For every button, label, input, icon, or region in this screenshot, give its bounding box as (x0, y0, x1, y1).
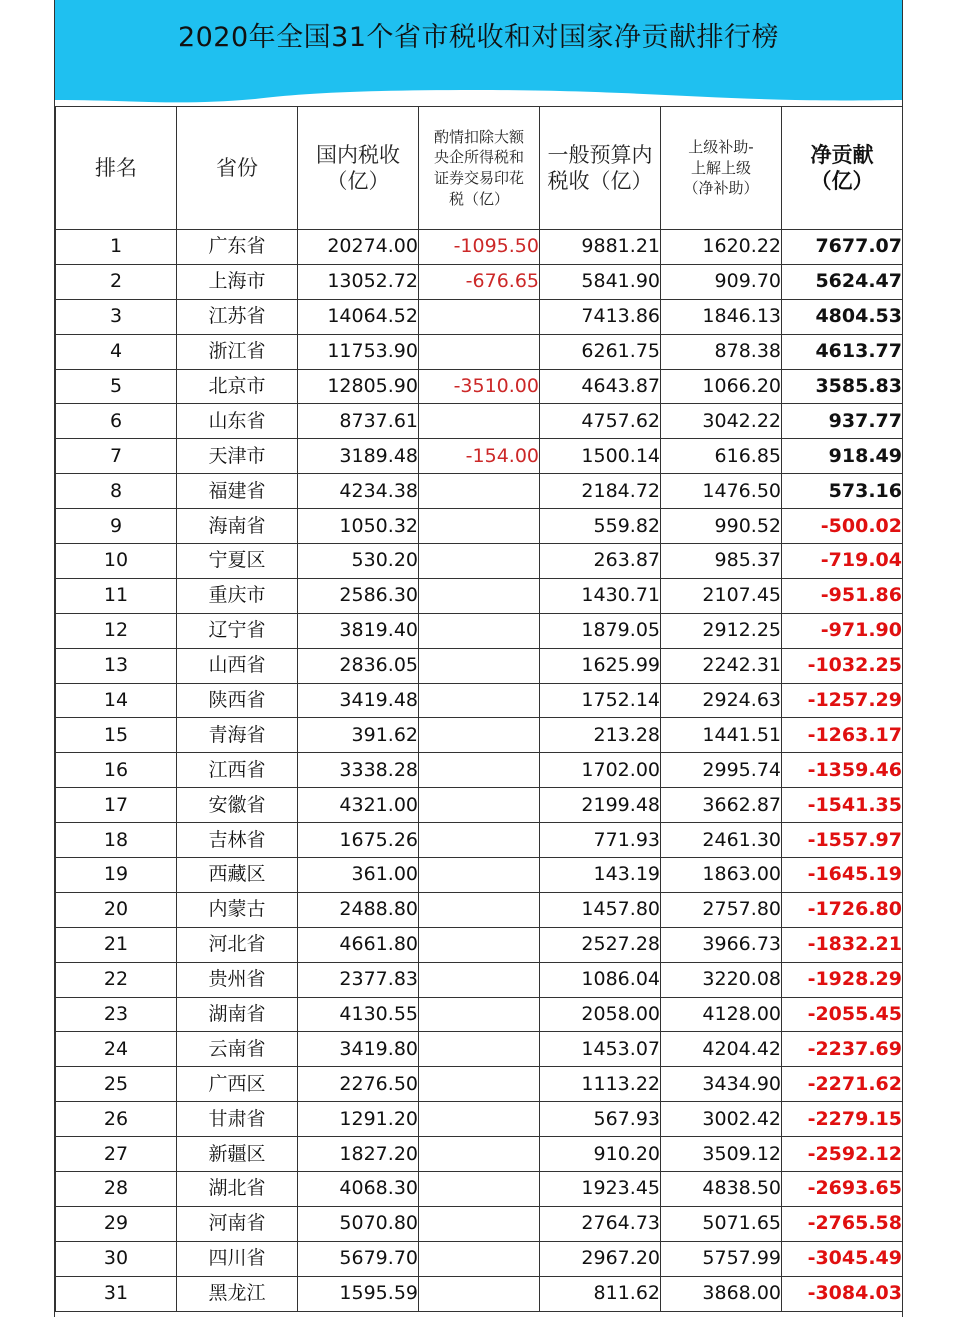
rank-cell: 29 (56, 1206, 177, 1241)
net-contribution-cell: -2271.62 (782, 1067, 903, 1102)
net-contribution-cell: -971.90 (782, 613, 903, 648)
domestic-tax-cell: 12805.90 (298, 369, 419, 404)
ranking-table (55, 106, 903, 1312)
province-cell: 湖北省 (177, 1172, 298, 1207)
net-contribution-cell: -2055.45 (782, 997, 903, 1032)
rank-cell: 30 (56, 1241, 177, 1276)
province-cell: 江苏省 (177, 299, 298, 334)
deduction-cell (419, 1172, 540, 1207)
budget-tax-cell: 1453.07 (540, 1032, 661, 1067)
domestic-tax-cell: 1827.20 (298, 1137, 419, 1172)
deduction-cell (419, 892, 540, 927)
domestic-tax-cell: 2586.30 (298, 578, 419, 613)
domestic-tax-cell: 13052.72 (298, 264, 419, 299)
subsidy-cell: 1476.50 (661, 474, 782, 509)
domestic-tax-cell: 1050.32 (298, 509, 419, 544)
domestic-tax-cell: 1675.26 (298, 823, 419, 858)
province-cell: 辽宁省 (177, 613, 298, 648)
budget-tax-cell: 2199.48 (540, 788, 661, 823)
deduction-cell (419, 823, 540, 858)
domestic-tax-cell: 8737.61 (298, 404, 419, 439)
province-cell: 重庆市 (177, 578, 298, 613)
header-province: 省份 (177, 107, 298, 230)
deduction-cell (419, 1241, 540, 1276)
rank-cell: 14 (56, 683, 177, 718)
province-cell: 北京市 (177, 369, 298, 404)
deduction-cell (419, 544, 540, 579)
budget-tax-cell: 4643.87 (540, 369, 661, 404)
province-cell: 内蒙古 (177, 892, 298, 927)
subsidy-cell: 3220.08 (661, 962, 782, 997)
net-contribution-cell: -2592.12 (782, 1137, 903, 1172)
subsidy-cell: 2461.30 (661, 823, 782, 858)
deduction-cell (419, 334, 540, 369)
rank-cell: 21 (56, 927, 177, 962)
deduction-cell (419, 718, 540, 753)
table-row (56, 369, 903, 404)
deduction-cell (419, 927, 540, 962)
rank-cell: 13 (56, 648, 177, 683)
net-contribution-cell: -2693.65 (782, 1172, 903, 1207)
net-contribution-cell: -500.02 (782, 509, 903, 544)
province-cell: 陕西省 (177, 683, 298, 718)
rank-cell: 1 (56, 230, 177, 265)
header-domestic-tax: 国内税收 （亿） (298, 107, 419, 230)
table-row (56, 613, 903, 648)
table-row (56, 648, 903, 683)
budget-tax-cell: 143.19 (540, 858, 661, 893)
header-net-contribution: 净贡献 （亿） (782, 107, 903, 230)
net-contribution-cell: -1257.29 (782, 683, 903, 718)
deduction-cell: -676.65 (419, 264, 540, 299)
subsidy-cell: 1066.20 (661, 369, 782, 404)
subsidy-cell: 2107.45 (661, 578, 782, 613)
province-cell: 福建省 (177, 474, 298, 509)
budget-tax-cell: 811.62 (540, 1276, 661, 1311)
rank-cell: 19 (56, 858, 177, 893)
deduction-cell (419, 404, 540, 439)
province-cell: 江西省 (177, 753, 298, 788)
subsidy-cell: 909.70 (661, 264, 782, 299)
table-row (56, 1276, 903, 1311)
deduction-cell (419, 648, 540, 683)
net-contribution-cell: -3084.03 (782, 1276, 903, 1311)
net-contribution-cell: -1032.25 (782, 648, 903, 683)
table-row (56, 1032, 903, 1067)
rank-cell: 11 (56, 578, 177, 613)
subsidy-cell: 2924.63 (661, 683, 782, 718)
domestic-tax-cell: 1291.20 (298, 1102, 419, 1137)
table-row (56, 927, 903, 962)
budget-tax-cell: 567.93 (540, 1102, 661, 1137)
province-cell: 吉林省 (177, 823, 298, 858)
domestic-tax-cell: 530.20 (298, 544, 419, 579)
net-contribution-cell: -1263.17 (782, 718, 903, 753)
domestic-tax-cell: 3338.28 (298, 753, 419, 788)
net-contribution-cell: 573.16 (782, 474, 903, 509)
province-cell: 西藏区 (177, 858, 298, 893)
subsidy-cell: 878.38 (661, 334, 782, 369)
domestic-tax-cell: 361.00 (298, 858, 419, 893)
table-row (56, 264, 903, 299)
deduction-cell (419, 1276, 540, 1311)
province-cell: 四川省 (177, 1241, 298, 1276)
rank-cell: 7 (56, 439, 177, 474)
net-contribution-cell: -2237.69 (782, 1032, 903, 1067)
budget-tax-cell: 7413.86 (540, 299, 661, 334)
net-contribution-cell: -1726.80 (782, 892, 903, 927)
title-banner (55, 0, 902, 106)
net-contribution-cell: -1832.21 (782, 927, 903, 962)
table-row (56, 1067, 903, 1102)
budget-tax-cell: 1625.99 (540, 648, 661, 683)
subsidy-cell: 3434.90 (661, 1067, 782, 1102)
domestic-tax-cell: 2488.80 (298, 892, 419, 927)
province-cell: 青海省 (177, 718, 298, 753)
deduction-cell (419, 474, 540, 509)
budget-tax-cell: 213.28 (540, 718, 661, 753)
net-contribution-cell: -3045.49 (782, 1241, 903, 1276)
budget-tax-cell: 2527.28 (540, 927, 661, 962)
net-contribution-cell: -1359.46 (782, 753, 903, 788)
table-row (56, 474, 903, 509)
net-contribution-cell: -719.04 (782, 544, 903, 579)
domestic-tax-cell: 5679.70 (298, 1241, 419, 1276)
domestic-tax-cell: 4068.30 (298, 1172, 419, 1207)
deduction-cell (419, 578, 540, 613)
budget-tax-cell: 1457.80 (540, 892, 661, 927)
deduction-cell (419, 683, 540, 718)
header-budget-tax: 一般预算内 税收（亿） (540, 107, 661, 230)
domestic-tax-cell: 3419.80 (298, 1032, 419, 1067)
net-contribution-cell: 937.77 (782, 404, 903, 439)
deduction-cell (419, 1102, 540, 1137)
province-cell: 河北省 (177, 927, 298, 962)
net-contribution-cell: 4804.53 (782, 299, 903, 334)
rank-cell: 20 (56, 892, 177, 927)
rank-cell: 6 (56, 404, 177, 439)
subsidy-cell: 4838.50 (661, 1172, 782, 1207)
domestic-tax-cell: 391.62 (298, 718, 419, 753)
deduction-cell (419, 788, 540, 823)
deduction-cell (419, 1137, 540, 1172)
ranking-sheet (54, 0, 903, 1317)
province-cell: 广东省 (177, 230, 298, 265)
province-cell: 安徽省 (177, 788, 298, 823)
domestic-tax-cell: 2377.83 (298, 962, 419, 997)
rank-cell: 23 (56, 997, 177, 1032)
domestic-tax-cell: 3419.48 (298, 683, 419, 718)
table-row (56, 1172, 903, 1207)
table-row (56, 997, 903, 1032)
deduction-cell (419, 509, 540, 544)
deduction-cell (419, 613, 540, 648)
subsidy-cell: 3042.22 (661, 404, 782, 439)
province-cell: 上海市 (177, 264, 298, 299)
province-cell: 山东省 (177, 404, 298, 439)
province-cell: 天津市 (177, 439, 298, 474)
province-cell: 广西区 (177, 1067, 298, 1102)
subsidy-cell: 1441.51 (661, 718, 782, 753)
header-rank: 排名 (56, 107, 177, 230)
subsidy-cell: 5071.65 (661, 1206, 782, 1241)
province-cell: 贵州省 (177, 962, 298, 997)
table-row (56, 683, 903, 718)
budget-tax-cell: 263.87 (540, 544, 661, 579)
budget-tax-cell: 9881.21 (540, 230, 661, 265)
header-deduction: 酌情扣除大额 央企所得税和 证券交易印花 税（亿） (419, 107, 540, 230)
rank-cell: 24 (56, 1032, 177, 1067)
table-row (56, 544, 903, 579)
subsidy-cell: 990.52 (661, 509, 782, 544)
deduction-cell (419, 753, 540, 788)
rank-cell: 18 (56, 823, 177, 858)
rank-cell: 3 (56, 299, 177, 334)
deduction-cell (419, 1206, 540, 1241)
budget-tax-cell: 1113.22 (540, 1067, 661, 1102)
rank-cell: 5 (56, 369, 177, 404)
domestic-tax-cell: 5070.80 (298, 1206, 419, 1241)
net-contribution-cell: 918.49 (782, 439, 903, 474)
domestic-tax-cell: 2836.05 (298, 648, 419, 683)
subsidy-cell: 2242.31 (661, 648, 782, 683)
province-cell: 山西省 (177, 648, 298, 683)
domestic-tax-cell: 11753.90 (298, 334, 419, 369)
net-contribution-cell: -1928.29 (782, 962, 903, 997)
budget-tax-cell: 559.82 (540, 509, 661, 544)
province-cell: 湖南省 (177, 997, 298, 1032)
budget-tax-cell: 2058.00 (540, 997, 661, 1032)
budget-tax-cell: 1086.04 (540, 962, 661, 997)
province-cell: 浙江省 (177, 334, 298, 369)
subsidy-cell: 2757.80 (661, 892, 782, 927)
deduction-cell (419, 962, 540, 997)
subsidy-cell: 3966.73 (661, 927, 782, 962)
subsidy-cell: 1620.22 (661, 230, 782, 265)
net-contribution-cell: -1557.97 (782, 823, 903, 858)
table-row (56, 404, 903, 439)
province-cell: 黑龙江 (177, 1276, 298, 1311)
domestic-tax-cell: 4130.55 (298, 997, 419, 1032)
domestic-tax-cell: 4321.00 (298, 788, 419, 823)
budget-tax-cell: 771.93 (540, 823, 661, 858)
table-row (56, 753, 903, 788)
table-row (56, 962, 903, 997)
budget-tax-cell: 2184.72 (540, 474, 661, 509)
subsidy-cell: 3662.87 (661, 788, 782, 823)
rank-cell: 26 (56, 1102, 177, 1137)
net-contribution-cell: -1541.35 (782, 788, 903, 823)
rank-cell: 4 (56, 334, 177, 369)
domestic-tax-cell: 20274.00 (298, 230, 419, 265)
deduction-cell: -3510.00 (419, 369, 540, 404)
net-contribution-cell: -951.86 (782, 578, 903, 613)
table-row (56, 718, 903, 753)
subsidy-cell: 616.85 (661, 439, 782, 474)
table-row (56, 578, 903, 613)
province-cell: 海南省 (177, 509, 298, 544)
subsidy-cell: 2912.25 (661, 613, 782, 648)
deduction-cell (419, 299, 540, 334)
subsidy-cell: 3002.42 (661, 1102, 782, 1137)
table-row (56, 1102, 903, 1137)
net-contribution-cell: -1645.19 (782, 858, 903, 893)
budget-tax-cell: 5841.90 (540, 264, 661, 299)
province-cell: 甘肃省 (177, 1102, 298, 1137)
subsidy-cell: 4128.00 (661, 997, 782, 1032)
table-row (56, 1206, 903, 1241)
rank-cell: 16 (56, 753, 177, 788)
rank-cell: 12 (56, 613, 177, 648)
rank-cell: 15 (56, 718, 177, 753)
budget-tax-cell: 4757.62 (540, 404, 661, 439)
table-row (56, 439, 903, 474)
deduction-cell (419, 858, 540, 893)
domestic-tax-cell: 14064.52 (298, 299, 419, 334)
subsidy-cell: 3868.00 (661, 1276, 782, 1311)
budget-tax-cell: 1879.05 (540, 613, 661, 648)
net-contribution-cell: 3585.83 (782, 369, 903, 404)
deduction-cell (419, 997, 540, 1032)
header-subsidy: 上级补助- 上解上级 （净补助） (661, 107, 782, 230)
header-row (56, 107, 903, 230)
subsidy-cell: 1846.13 (661, 299, 782, 334)
table-row (56, 509, 903, 544)
table-row (56, 1137, 903, 1172)
subsidy-cell: 2995.74 (661, 753, 782, 788)
table-row (56, 334, 903, 369)
table-row (56, 788, 903, 823)
table-row (56, 892, 903, 927)
budget-tax-cell: 1430.71 (540, 578, 661, 613)
province-cell: 新疆区 (177, 1137, 298, 1172)
province-cell: 河南省 (177, 1206, 298, 1241)
net-contribution-cell: -2765.58 (782, 1206, 903, 1241)
budget-tax-cell: 2764.73 (540, 1206, 661, 1241)
subsidy-cell: 1863.00 (661, 858, 782, 893)
table-row (56, 299, 903, 334)
budget-tax-cell: 1500.14 (540, 439, 661, 474)
domestic-tax-cell: 3189.48 (298, 439, 419, 474)
province-cell: 宁夏区 (177, 544, 298, 579)
table-row (56, 823, 903, 858)
subsidy-cell: 4204.42 (661, 1032, 782, 1067)
rank-cell: 9 (56, 509, 177, 544)
budget-tax-cell: 1923.45 (540, 1172, 661, 1207)
subsidy-cell: 5757.99 (661, 1241, 782, 1276)
rank-cell: 27 (56, 1137, 177, 1172)
rank-cell: 10 (56, 544, 177, 579)
budget-tax-cell: 1752.14 (540, 683, 661, 718)
table-row (56, 1241, 903, 1276)
net-contribution-cell: 7677.07 (782, 230, 903, 265)
domestic-tax-cell: 1595.59 (298, 1276, 419, 1311)
net-contribution-cell: 4613.77 (782, 334, 903, 369)
budget-tax-cell: 6261.75 (540, 334, 661, 369)
net-contribution-cell: 5624.47 (782, 264, 903, 299)
rank-cell: 31 (56, 1276, 177, 1311)
subsidy-cell: 985.37 (661, 544, 782, 579)
rank-cell: 25 (56, 1067, 177, 1102)
page-title: 2020年全国31个省市税收和对国家净贡献排行榜 (177, 22, 780, 53)
domestic-tax-cell: 4661.80 (298, 927, 419, 962)
rank-cell: 17 (56, 788, 177, 823)
budget-tax-cell: 1702.00 (540, 753, 661, 788)
deduction-cell (419, 1032, 540, 1067)
budget-tax-cell: 2967.20 (540, 1241, 661, 1276)
deduction-cell (419, 1067, 540, 1102)
subsidy-cell: 3509.12 (661, 1137, 782, 1172)
table-row (56, 230, 903, 265)
province-cell: 云南省 (177, 1032, 298, 1067)
banner-wave-decoration (55, 76, 902, 106)
rank-cell: 8 (56, 474, 177, 509)
table-row (56, 858, 903, 893)
domestic-tax-cell: 2276.50 (298, 1067, 419, 1102)
domestic-tax-cell: 3819.40 (298, 613, 419, 648)
deduction-cell: -154.00 (419, 439, 540, 474)
budget-tax-cell: 910.20 (540, 1137, 661, 1172)
deduction-cell: -1095.50 (419, 230, 540, 265)
rank-cell: 22 (56, 962, 177, 997)
domestic-tax-cell: 4234.38 (298, 474, 419, 509)
rank-cell: 28 (56, 1172, 177, 1207)
rank-cell: 2 (56, 264, 177, 299)
net-contribution-cell: -2279.15 (782, 1102, 903, 1137)
